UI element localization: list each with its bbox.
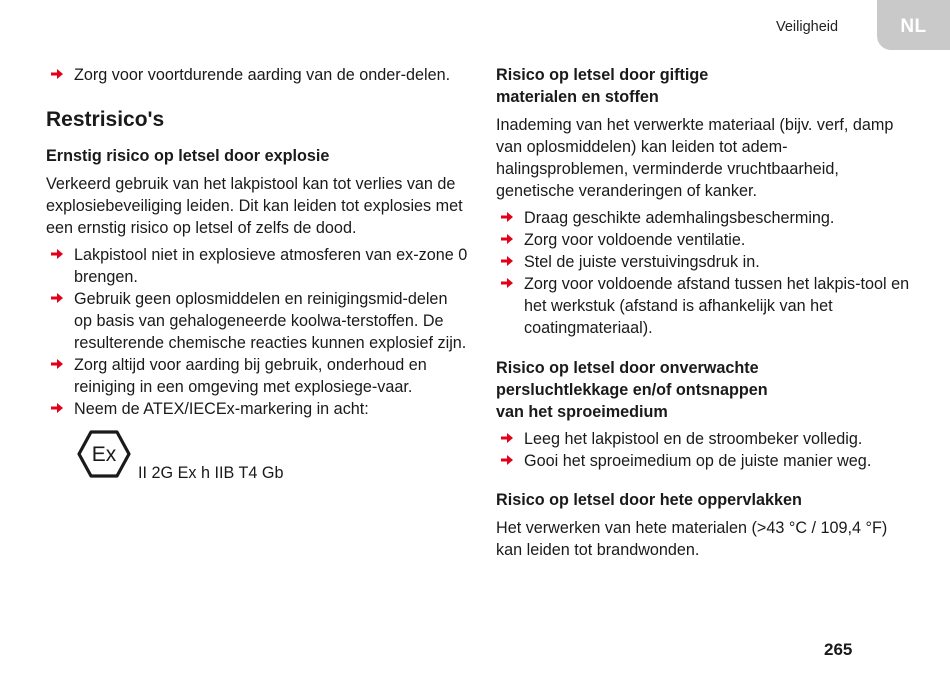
subheading-hot-surfaces: Risico op letsel door hete oppervlakken [496, 491, 802, 509]
list-item-text: Leeg het lakpistool en de stroombeker volledig. [524, 430, 863, 448]
list-item [496, 273, 916, 339]
list-item [496, 450, 916, 472]
list-item-text: Gebruik geen oplosmiddelen en reinigingsmid-delen op basis van gehalogeneerde koolwa-terstoffen. De resulterende chemische reacties kunnen explosief zijn. [74, 290, 467, 352]
subheading-line: Risico op letsel door giftige [496, 66, 709, 84]
explosion-bullet-list [46, 244, 468, 420]
list-item-text: Gooi het sproeimedium op de juiste manier weg. [524, 452, 872, 470]
arrow-right-icon [500, 210, 514, 224]
subheading-toxic [496, 64, 916, 108]
list-item-text: Stel de juiste verstuivingsdruk in. [524, 253, 760, 271]
list-item-text: Zorg voor voldoende ventilatie. [524, 231, 746, 249]
arrow-right-icon [500, 431, 514, 445]
list-item [46, 398, 468, 420]
list-item [46, 244, 468, 288]
arrow-right-icon [50, 67, 64, 81]
right-column [496, 64, 916, 561]
subheading-air-leak [496, 357, 916, 423]
arrow-right-icon [50, 357, 64, 371]
paragraph-explosion: Verkeerd gebruik van het lakpistool kan tot verlies van de explosiebeveiliging leiden. Dit kan leiden tot explosies met een ernstig risico op letsel of zelfs de dood. [46, 175, 463, 237]
language-tab: NL [877, 0, 950, 50]
list-item-text: Draag geschikte ademhalingsbescherming. [524, 209, 835, 227]
arrow-right-icon [50, 401, 64, 415]
list-item [496, 251, 916, 273]
arrow-right-icon [500, 254, 514, 268]
list-item-text: Lakpistool niet in explosieve atmosferen van ex-zone 0 brengen. [74, 246, 468, 286]
ex-logo-text: Ex [91, 443, 117, 466]
list-item-text: Zorg voor voldoende afstand tussen het lakpis-tool en het werkstuk (afstand is afhankelijk van het coatingmateriaal). [524, 275, 910, 337]
section-title: Veiligheid [776, 19, 839, 35]
arrow-right-icon [500, 276, 514, 290]
paragraph-toxic: Inademing van het verwerkte materiaal (bijv. verf, damp van oplosmiddelen) kan leiden tot adem-halingsproblemen, verminderde vruchtbaarheid, genetische veranderingen of kanker. [496, 116, 894, 200]
page-title: Restrisico's [46, 108, 165, 131]
list-item-text: Neem de ATEX/IECEx-markering in acht: [74, 400, 369, 418]
atex-marking-text: II 2G Ex h IIB T4 Gb [138, 464, 284, 482]
arrow-right-icon [500, 453, 514, 467]
air-leak-bullet-list [496, 428, 916, 472]
list-item-text: Zorg altijd voor aarding bij gebruik, onderhoud en reiniging in een omgeving met explosiege-vaar. [74, 356, 427, 396]
list-item [46, 64, 468, 86]
page-number: 265 [824, 640, 853, 659]
subheading-line: materialen en stoffen [496, 88, 659, 106]
list-item [496, 207, 916, 229]
toxic-bullet-list [496, 207, 916, 339]
intro-bullet-list [46, 64, 468, 86]
arrow-right-icon [50, 291, 64, 305]
subheading-line: Risico op letsel door onverwachte [496, 359, 759, 377]
subheading-explosion: Ernstig risico op letsel door explosie [46, 147, 330, 165]
arrow-right-icon [500, 232, 514, 246]
left-column [46, 64, 468, 490]
subheading-line: van het sproeimedium [496, 403, 668, 421]
subheading-line: persluchtlekkage en/of ontsnappen [496, 381, 768, 399]
atex-marking [46, 430, 468, 490]
list-item [496, 428, 916, 450]
list-item-text: Zorg voor voortdurende aarding van de onder-delen. [74, 66, 451, 84]
list-item [496, 229, 916, 251]
list-item [46, 288, 468, 354]
arrow-right-icon [50, 247, 64, 261]
list-item [46, 354, 468, 398]
ex-hexagon-icon [77, 430, 131, 478]
paragraph-hot-surfaces: Het verwerken van hete materialen (>43 °C / 109,4 °F) kan leiden tot brandwonden. [496, 519, 888, 559]
